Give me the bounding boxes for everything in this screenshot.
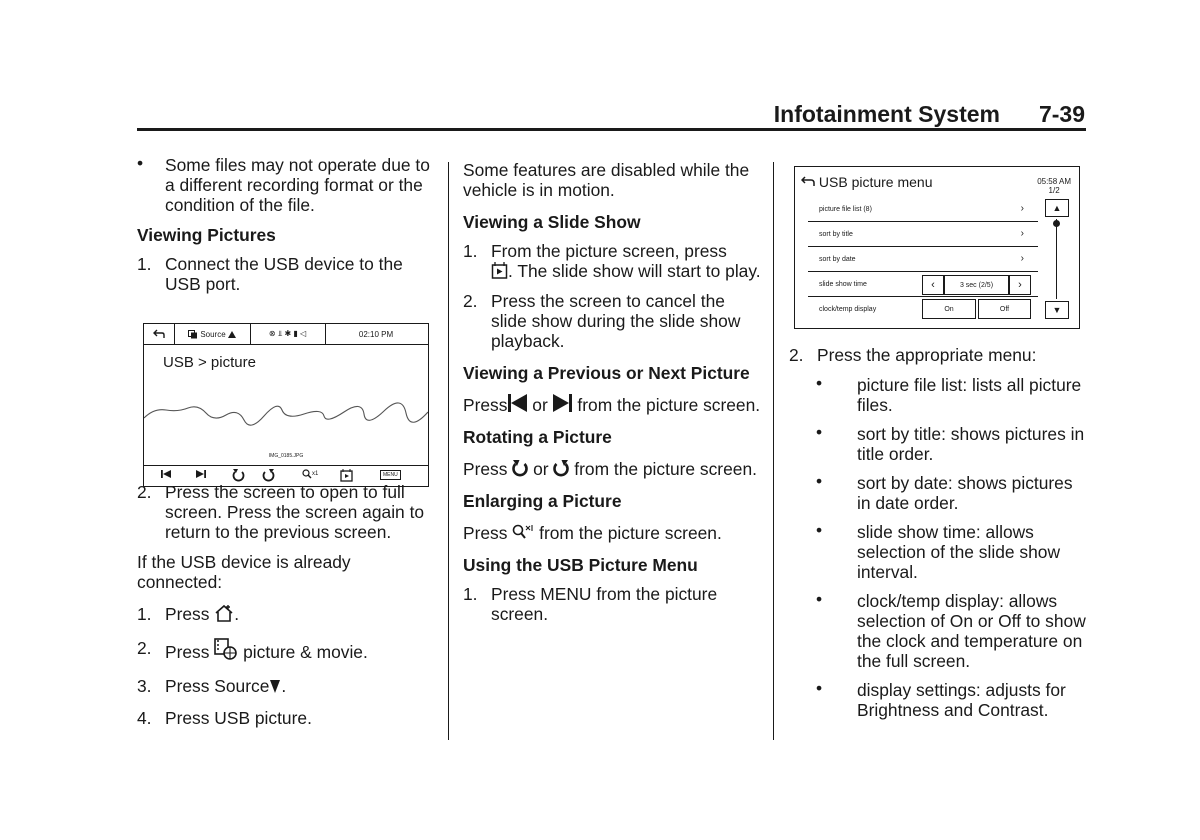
list-item: • sort by title: shows pictures in title order. (816, 422, 1085, 464)
skip-next-icon (196, 469, 206, 479)
column-3 (789, 345, 1089, 729)
back-button[interactable] (144, 324, 175, 344)
paragraph: Press or from the picture screen. (463, 395, 761, 415)
skip-previous-icon (507, 393, 527, 413)
step-item: 3. Press Source . (137, 676, 287, 696)
menu-row-sort-by-title[interactable]: sort by title › (808, 222, 1038, 247)
picture-movie-icon (214, 638, 238, 660)
usb-picture-screen-figure (143, 323, 429, 487)
rotate-right-icon (262, 469, 275, 482)
slideshow-button[interactable] (340, 469, 353, 485)
rotate-left-icon (512, 460, 528, 477)
header-rule (137, 128, 1086, 131)
interval-increase-button[interactable]: › (1009, 275, 1031, 295)
skip-previous-icon (161, 469, 171, 479)
skip-next-icon (553, 393, 573, 413)
paragraph: Press from the picture screen. (463, 523, 722, 543)
page-indicator: 1/2 (1048, 186, 1060, 195)
triangle-down-icon: ▼ (1052, 305, 1062, 315)
rotate-right-button[interactable] (262, 469, 275, 485)
zoom-button[interactable]: x1 (302, 469, 318, 481)
usb-picture-menu-heading: Using the USB Picture Menu (463, 555, 698, 575)
step-item: 2. Press the appropriate menu: (789, 345, 1037, 365)
chevron-right-icon: › (1020, 228, 1024, 239)
menu-row-slide-show-time: slide show time (808, 272, 1038, 297)
next-button[interactable] (196, 469, 206, 482)
menu-row-picture-file-list[interactable]: picture file list (8) › (808, 197, 1038, 222)
step-item: 1. From the picture screen, press . The slide show will start to play. (463, 241, 761, 281)
home-icon (214, 604, 234, 622)
bullet-item: • Some files may not operate due to a different recording format or the condition of the file. (137, 153, 430, 215)
triangle-up-icon (228, 331, 236, 338)
status-icons (250, 324, 326, 344)
page-number: 7-39 (1038, 101, 1085, 127)
status-bar (144, 324, 428, 345)
paragraph: If the USB device is already connected: (137, 552, 351, 592)
step-item: 2. Press the screen to cancel the slide show during the slide show playback. (463, 291, 741, 351)
menu-row-clock-temp-display: clock/temp display (819, 306, 877, 313)
rotate-left-button[interactable] (232, 469, 245, 485)
scroll-down-button[interactable] (1045, 301, 1069, 319)
triangle-down-icon (269, 678, 281, 694)
list-item: • display settings: adjusts for Brightness and Contrast. (816, 678, 1066, 720)
interval-decrease-button[interactable]: ‹ (922, 275, 944, 295)
step-item: 2. Press picture & movie. (137, 638, 368, 662)
list-item: • clock/temp display: allows selection of On or Off to show the clock and temperature on the full screen. (816, 589, 1086, 671)
enlarging-heading: Enlarging a Picture (463, 491, 622, 511)
menu-button[interactable]: MENU (380, 470, 401, 480)
source-icon (188, 330, 198, 339)
step-item: 1. Press . (137, 604, 240, 624)
triangle-up-icon: ▲ (1052, 203, 1062, 213)
step-item: 4. Press USB picture. (137, 708, 312, 728)
rotate-right-icon (553, 460, 569, 477)
on-button[interactable]: On (922, 299, 976, 319)
rotating-heading: Rotating a Picture (463, 427, 612, 447)
zoom-icon (512, 524, 534, 541)
clock: 02:10 PM (358, 329, 394, 339)
chevron-right-icon: › (1020, 253, 1024, 264)
list-item: • picture file list: lists all picture files. (816, 373, 1082, 415)
list-item: • slide show time: allows selection of the slide show interval. (816, 520, 1061, 582)
previous-next-heading: Viewing a Previous or Next Picture (463, 363, 750, 383)
clock: 05:58 AM 1/2 (1037, 177, 1071, 195)
step-item: 1. Press MENU from the picture screen. (463, 584, 718, 624)
screen-title: USB > picture (163, 354, 256, 371)
control-bar (144, 465, 428, 486)
menu-row-sort-by-date[interactable]: sort by date › (808, 247, 1038, 272)
column-divider (448, 162, 449, 740)
previous-button[interactable] (161, 469, 171, 482)
slide-show-heading: Viewing a Slide Show (463, 212, 641, 232)
step-item: 1. Connect the USB device to the USB port. (137, 254, 403, 294)
viewing-pictures-heading: Viewing Pictures (137, 225, 276, 245)
source-button[interactable]: Source (174, 324, 251, 344)
slideshow-icon (340, 469, 353, 482)
column-2 (463, 160, 763, 634)
scroll-up-button[interactable] (1045, 199, 1069, 217)
usb-picture-menu-figure (794, 166, 1080, 329)
off-button[interactable]: Off (978, 299, 1031, 319)
chevron-right-icon: › (1020, 203, 1024, 214)
section-title: Infotainment System (773, 101, 1000, 127)
paragraph: Press or from the picture screen. (463, 459, 757, 479)
picture-preview[interactable] (144, 394, 428, 434)
scroll-thumb[interactable] (1053, 220, 1060, 227)
back-arrow-icon (153, 329, 165, 339)
column-divider (773, 162, 774, 740)
menu-title: USB picture menu (801, 174, 933, 190)
step-item: 2. Press the screen to open to full screen. Press the screen again to return to the previous screen. (137, 482, 425, 542)
file-name: IMG_0185.JPG (268, 453, 304, 459)
status-indicator-icons: ⊗ ⫫ ✱ ▮ ◁ (268, 329, 307, 338)
scroll-track (1056, 219, 1057, 299)
rotate-left-icon (232, 469, 245, 482)
zoom-icon (302, 469, 312, 479)
slideshow-icon (491, 262, 508, 279)
back-arrow-icon[interactable] (801, 176, 815, 187)
list-item: • sort by date: shows pictures in date order. (816, 471, 1073, 513)
interval-value: 3 sec (2/5) (944, 275, 1009, 295)
paragraph: Some features are disabled while the vehicle is in motion. (463, 160, 750, 200)
